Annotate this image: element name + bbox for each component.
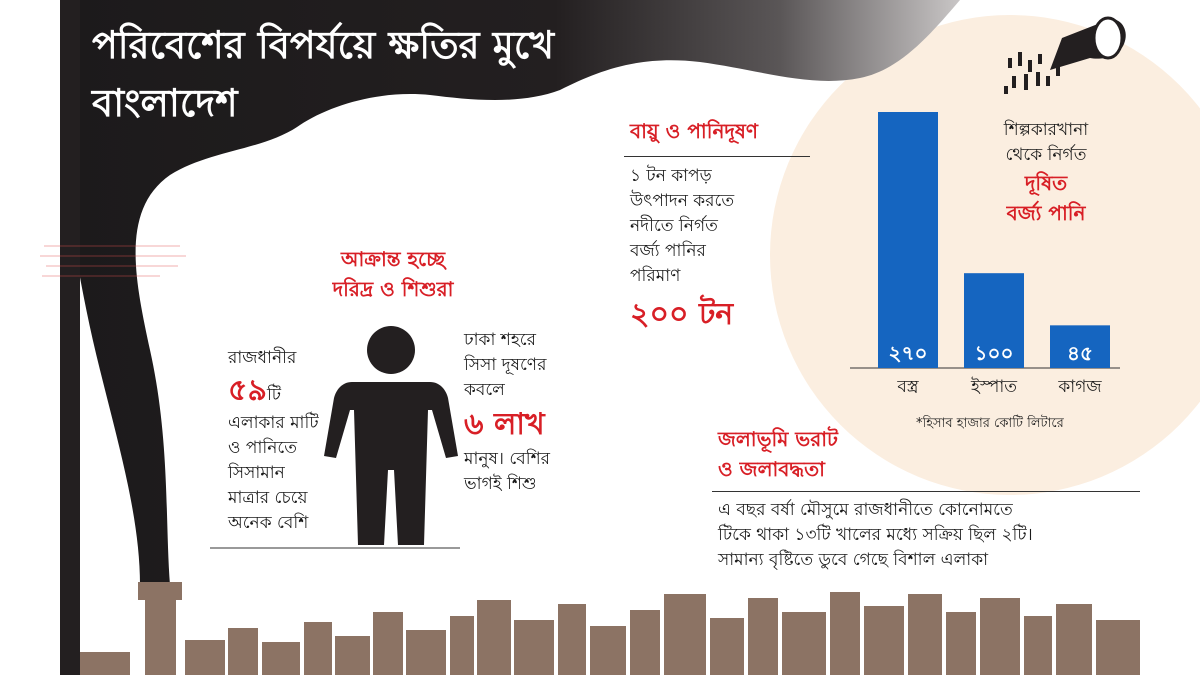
city-skyline — [80, 592, 1140, 675]
bar-value-label-0: ২৭০ — [888, 341, 928, 365]
bar-value-label-1: ১০০ — [974, 341, 1014, 365]
bar-0 — [878, 112, 938, 368]
wetland-line1: এ বছর বর্ষা মৌসুমে রাজধানীতে কোনোমতে — [718, 500, 1013, 520]
capital-big-number — [228, 371, 358, 411]
chart-footnote: *হিসাব হাজার কোটি লিটারে — [916, 416, 1064, 431]
faint-artifact — [40, 240, 190, 290]
children-heading — [318, 244, 468, 304]
chart-caption-line3: দূষিত — [1024, 171, 1068, 195]
dhaka-line5: মানুষ। বেশির — [464, 449, 551, 469]
capital-line3: এলাকার মাটি — [228, 413, 319, 433]
air-water-big-number: ২০০ টন — [630, 297, 734, 332]
bar-chart — [840, 100, 1140, 420]
air-water-heading: বায়ু ও পানিদূষণ — [630, 119, 759, 143]
category-label-1: ইস্পাত — [970, 377, 1018, 397]
air-water-line3: নদীতে নির্গত — [630, 216, 718, 236]
capital-line7: অনেক বেশি — [228, 513, 309, 533]
wetland-line2: টিকে থাকা ১৩টি খালের মধ্যে সক্রিয় ছিল ২টি। — [718, 525, 1033, 545]
bar-value-label-2: ৪৫ — [1067, 341, 1093, 365]
page-title: পরিবেশের বিপর্যয়ে ক্ষতির মুখে বাংলাদেশ — [92, 23, 555, 125]
category-label-2: কাগজ — [1058, 377, 1102, 397]
capital-big-suffix: টি — [266, 385, 282, 405]
category-label-0: বস্ত্র — [897, 377, 919, 397]
chart-caption-line1: শিল্পকারখানা — [1003, 120, 1089, 140]
air-water-line2: উৎপাদন করতে — [630, 191, 735, 211]
dhaka-line2: সিসা দূষণের — [464, 355, 547, 375]
air-water-line5: পরিমাণ — [630, 266, 681, 286]
air-water-rule — [624, 156, 810, 157]
chart-caption-line2: থেকে নির্গত — [1005, 145, 1087, 165]
wetland-heading-line1: জলাভূমি ভরাট — [718, 427, 838, 451]
dhaka-big-number: ৬ লাখ — [464, 407, 545, 442]
chimney — [138, 582, 182, 675]
dhaka-line6: ভাগই শিশু — [464, 474, 537, 494]
dhaka-lead-text — [464, 328, 604, 497]
capital-line5: সিসামান — [228, 463, 285, 483]
capital-big-value: ৫৯ — [228, 373, 267, 408]
children-heading-line1: আক্রান্ত হচ্ছে — [340, 247, 446, 271]
wetland-text — [718, 498, 1148, 573]
air-water-line4: বর্জ্য পানির — [630, 241, 706, 261]
wetland-line3: সামান্য বৃষ্টিতে ডুবে গেছে বিশাল এলাকা — [718, 550, 989, 570]
capital-line4: ও পানিতে — [228, 438, 297, 458]
air-water-text — [630, 164, 800, 335]
chart-caption-line4: বর্জ্য পানি — [1006, 201, 1086, 225]
wetland-heading — [718, 424, 838, 484]
dhaka-line3: কবলে — [464, 380, 505, 400]
air-water-line1: ১ টন কাপড় — [630, 166, 712, 186]
capital-line1: রাজধানীর — [228, 348, 297, 368]
children-heading-line2: দরিদ্র ও শিশুরা — [332, 277, 454, 301]
capital-line6: মাত্রার চেয়ে — [228, 488, 308, 508]
capital-lead-text — [228, 346, 358, 536]
wetland-heading-line2: ও জলাবদ্ধতা — [718, 457, 825, 481]
dhaka-line1: ঢাকা শহরে — [464, 330, 536, 350]
wetland-rule — [712, 491, 1140, 492]
